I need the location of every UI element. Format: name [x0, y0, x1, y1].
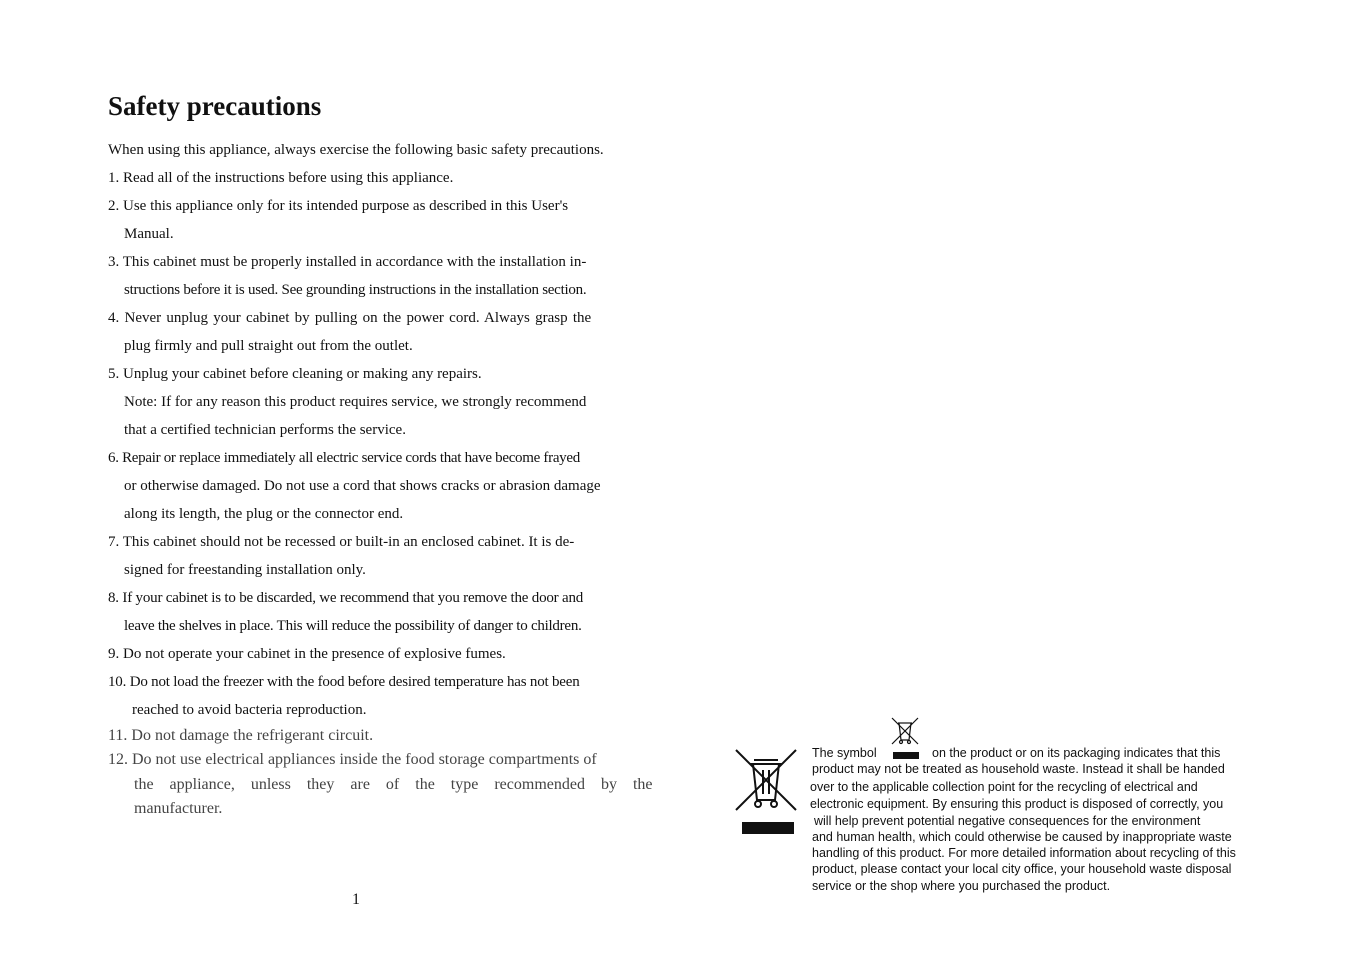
precaution-line: Manual. — [124, 226, 174, 242]
precaution-line: 3. This cabinet must be properly installed in accordance with the installation in- — [108, 254, 587, 270]
precaution-line: 8. If your cabinet is to be discarded, we recommend that you remove the door and — [108, 590, 584, 606]
precaution-line: 4. Never unplug your cabinet by pulling on the power cord. Always grasp the — [108, 310, 592, 326]
precaution-line: that a certified technician performs the service. — [124, 422, 406, 438]
precaution-line — [108, 196, 607, 216]
precaution-line: 1. Read all of the instructions before using this appliance. — [108, 170, 454, 186]
disposal-line: and human health, which could otherwise be caused by inappropriate waste — [812, 830, 1232, 844]
disposal-line: electronic equipment. By ensuring this product is disposed of correctly, you — [810, 797, 1224, 811]
disposal-line: will help prevent potential negative consequences for the environment — [814, 814, 1201, 828]
precaution-text: 2. Use this appliance only for its intended purpose as described in this User's — [108, 198, 569, 214]
precaution-line: along its length, the plug or the connector end. — [124, 506, 404, 522]
precaution-line: plug firmly and pull straight out from the outlet. — [124, 338, 413, 354]
disposal-line: product, please contact your local city office, your household waste disposal — [812, 862, 1232, 876]
precaution-line: reached to avoid bacteria reproduction. — [132, 702, 367, 718]
disposal-line: product may not be treated as household waste. Instead it shall be handed — [812, 762, 1225, 776]
precaution-line: the appliance, unless they are of the type recommended by the — [134, 776, 653, 793]
precaution-line: 7. This cabinet should not be recessed or built-in an enclosed cabinet. It is de- — [108, 534, 575, 550]
precaution-line: 9. Do not operate your cabinet in the presence of explosive fumes. — [108, 646, 506, 662]
precaution-line: 12. Do not use electrical appliances inside the food storage compartments of — [108, 751, 597, 768]
precaution-line: 6. Repair or replace immediately all electric service cords that have become frayed — [108, 450, 580, 466]
disposal-line: over to the applicable collection point for the recycling of electrical and — [810, 780, 1198, 794]
precaution-line: or otherwise damaged. Do not use a cord that shows cracks or abrasion damage — [124, 478, 601, 494]
disposal-line: handling of this product. For more detailed information about recycling of this — [812, 846, 1236, 860]
page-title: Safety precautions — [108, 91, 322, 121]
page-number: 1 — [352, 891, 360, 908]
precaution-line: leave the shelves in place. This will reduce the possibility of danger to children. — [124, 618, 582, 634]
intro-text: When using this appliance, always exercise the following basic safety precautions. — [108, 142, 604, 158]
precaution-line: Note: If for any reason this product requires service, we strongly recommend — [124, 394, 587, 410]
precaution-line: signed for freestanding installation only. — [124, 562, 366, 578]
precaution-line: manufacturer. — [134, 800, 223, 817]
symbol-suffix: on the product or on its packaging indicates that this — [932, 746, 1221, 760]
disposal-text — [932, 745, 1220, 761]
precaution-line: 10. Do not load the freezer with the food before desired temperature has not been — [108, 674, 580, 690]
crossed-out-wheelie-bin-icon — [890, 716, 920, 760]
precaution-line: 5. Unplug your cabinet before cleaning or making any repairs. — [108, 366, 482, 382]
precaution-line: 11. Do not damage the refrigerant circuit. — [108, 727, 374, 744]
disposal-line: service or the shop where you purchased the product. — [812, 879, 1111, 893]
symbol-prefix: The symbol — [812, 746, 877, 760]
disposal-text — [812, 745, 877, 761]
crossed-out-wheelie-bin-icon — [734, 748, 798, 836]
precaution-line: structions before it is used. See grounding instructions in the installation section. — [124, 282, 587, 298]
